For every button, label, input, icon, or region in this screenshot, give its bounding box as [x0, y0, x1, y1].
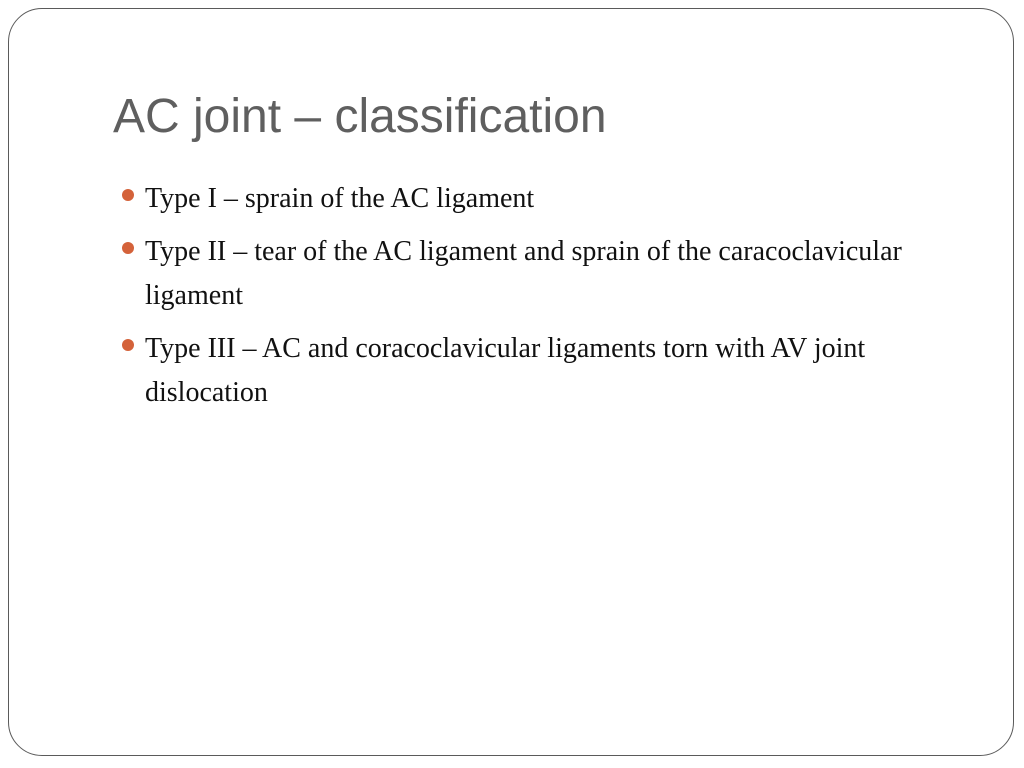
- bullet-dot-icon: [122, 339, 134, 351]
- bullet-text: Type I – sprain of the AC ligament: [145, 183, 535, 214]
- bullet-text: Type III – AC and coracoclavicular ligaments torn with AV joint dislocation: [145, 333, 866, 408]
- bullet-dot-icon: [122, 189, 134, 201]
- bullet-dot-icon: [122, 242, 134, 254]
- slide-title: AC joint – classification: [113, 90, 607, 143]
- bullet-item-type-3: [113, 327, 933, 415]
- bullet-item-type-1: [113, 177, 933, 221]
- slide-frame: [8, 8, 1014, 756]
- bullet-list: [113, 177, 933, 424]
- bullet-item-type-2: [113, 230, 933, 318]
- bullet-text: Type II – tear of the AC ligament and sprain of the caracoclavicular ligament: [145, 236, 902, 311]
